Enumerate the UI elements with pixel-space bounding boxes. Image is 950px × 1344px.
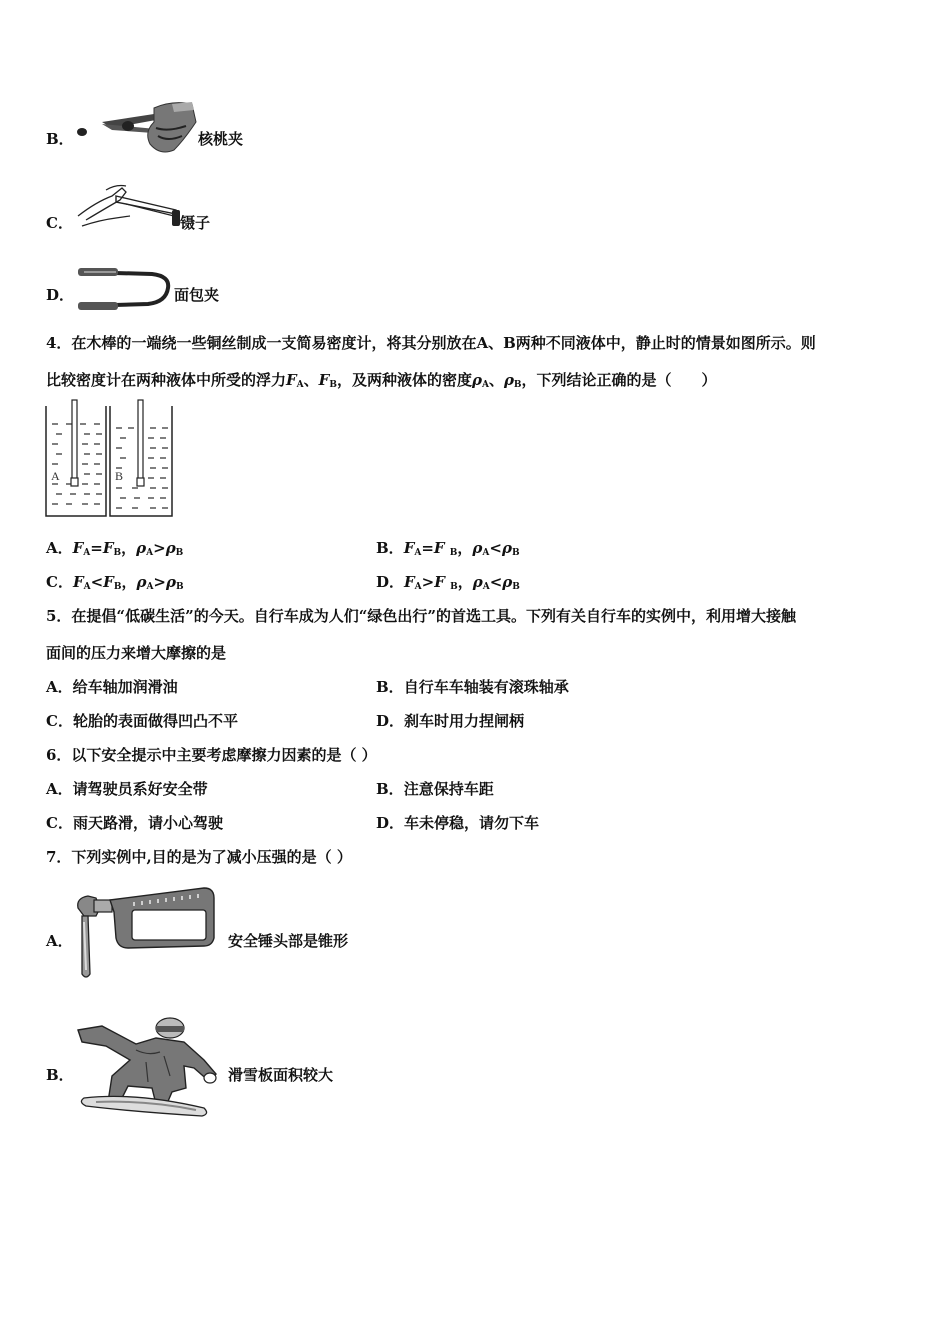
beaker-a-label: A — [51, 469, 60, 483]
q5-option-a: A．给车轴加润滑油 — [46, 678, 178, 696]
q3-option-c-label: 镊子 — [180, 214, 211, 232]
q3-option-d-label: 面包夹 — [174, 286, 220, 304]
q7-option-b-letter: B． — [46, 1066, 74, 1084]
q5-option-d: D．刹车时用力捏闸柄 — [376, 712, 525, 730]
q3-option-c-letter: C． — [46, 214, 73, 232]
q7-option-b-label: 滑雪板面积较大 — [228, 1066, 334, 1084]
q4-stem-line2: 比较密度计在两种液体中所受的浮力$F_A$、$F_B$，及两种液体的密度$\rho_A$、$\rho_B$，下列结论正确的是（ ） — [46, 371, 717, 390]
q4-stem-prefix: 比较密度计在两种液体中所受的浮力 — [46, 371, 287, 389]
q4-option-c: C．$F_A<F_B$，$\rho_A>\rho_B$ — [46, 573, 184, 592]
q4-stem-mid: ，及两种液体的密度 — [336, 371, 472, 389]
q6-option-d: D．车未停稳，请勿下车 — [376, 814, 540, 832]
q5-option-b: B．自行车车轴装有滚珠轴承 — [376, 678, 569, 696]
beaker-b-label: B — [115, 469, 124, 483]
q5-stem-line2: 面间的压力来增大摩擦的是 — [46, 644, 227, 662]
q3-option-d-letter: D． — [46, 286, 75, 304]
q5-stem-line1: 5．在提倡“低碳生活”的今天。自行车成为人们“绿色出行”的首选工具。下列有关自行车的实例中，利用增大接触 — [46, 607, 796, 625]
q6-option-b: B．注意保持车距 — [376, 780, 494, 798]
q6-stem: 6．以下安全提示中主要考虑摩擦力因素的是（ ） — [46, 746, 377, 764]
bread-tongs-icon — [76, 266, 176, 312]
q6-option-a: A．请驾驶员系好安全带 — [46, 780, 208, 798]
safety-hammer-icon — [74, 882, 224, 984]
q4-stem-line1: 4．在木棒的一端绕一些铜丝制成一支简易密度计，将其分别放在A、B两种不同液体中，静止时的情景如图所示。则 — [46, 334, 816, 352]
snowboarder-icon — [76, 1016, 226, 1122]
walnut-cracker-icon — [72, 100, 202, 160]
q3-option-b-letter: B． — [46, 130, 74, 148]
q4-option-a: A．$F_A=F_B$，$\rho_A>\rho_B$ — [46, 539, 184, 558]
q4-option-d: D．$F_A>F$ $_B$，$\rho_A<\rho_B$ — [376, 573, 520, 592]
q5-option-c: C．轮胎的表面做得凹凸不平 — [46, 712, 238, 730]
q4-option-b: B．$F_A=F$ $_B$，$\rho_A<\rho_B$ — [376, 539, 520, 558]
densimeter-beakers-figure — [44, 398, 176, 520]
q3-option-b-label: 核桃夹 — [198, 130, 244, 148]
q7-option-a-letter: A． — [46, 932, 73, 950]
q4-stem-suffix: ，下列结论正确的是（ ） — [521, 371, 717, 389]
q6-option-c: C．雨天路滑，请小心驾驶 — [46, 814, 223, 832]
q7-option-a-label: 安全锤头部是锥形 — [228, 932, 349, 950]
tweezers-icon — [76, 180, 186, 232]
q7-stem: 7．下列实例中,目的是为了减小压强的是（ ） — [46, 848, 352, 866]
